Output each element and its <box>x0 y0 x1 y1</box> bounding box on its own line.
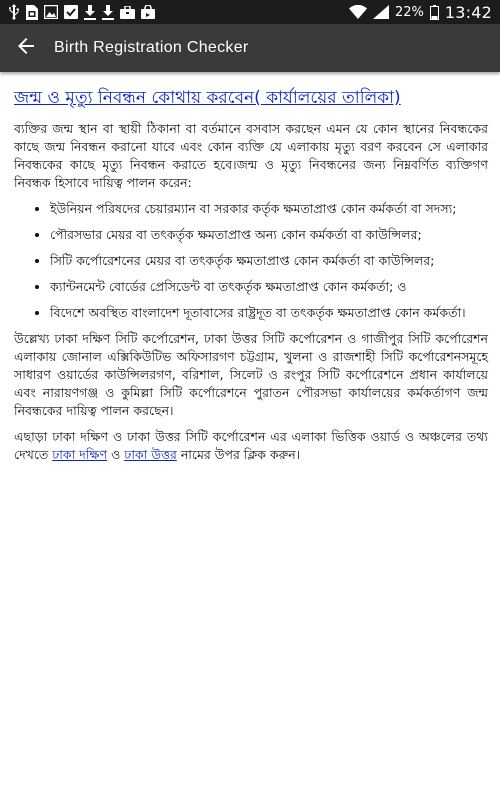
back-button[interactable] <box>2 24 50 72</box>
status-bar <box>0 0 500 24</box>
list-item: • পৌরসভার মেয়র বা তৎকর্তৃক ক্ষমতাপ্রাপ্ত অন্য কোন কর্মকর্তা বা কাউন্সিলর; <box>50 226 488 244</box>
notification-icons <box>8 4 155 20</box>
dhaka-south-link[interactable]: ঢাকা দক্ষিণ <box>52 447 108 462</box>
page-heading: জন্ম ও মৃত্যু নিবন্ধন কোথায় করবেন( কার্যালয়ের তালিকা) <box>14 88 401 108</box>
links-suffix: নামের উপর ক্লিক করুন। <box>176 447 301 462</box>
battery-icon <box>430 5 439 20</box>
image-icon <box>44 5 58 19</box>
list-item: • ইউনিয়ন পরিষদের চেয়ারম্যান বা সরকার কর্তৃক ক্ষমতাপ্রাপ্ত কোন কর্মকর্তা বা সদস্য; <box>50 200 488 218</box>
clock: 13:42 <box>444 2 492 22</box>
registrar-list <box>14 200 488 322</box>
app-title: Birth Registration Checker <box>54 39 249 56</box>
links-prefix: এছাড়া ঢাকা দক্ষিণ ও ঢাকা উত্তর সিটি কর্পোরেশন এর এলাকা ভিত্তিক ওয়ার্ড ও অঞ্চলের তথ্য দেখতে <box>14 429 488 462</box>
note-paragraph: উল্লেখ্য ঢাকা দক্ষিণ সিটি কর্পোরেশন, ঢাকা উত্তর সিটি কর্পোরেশন ও গাজীপুর সিটি কর্পোরেশন এলাকায় জোনাল এক্সিকিউটিভ অফিসারগণ চট্টগ্রাম, খুলনা ও রাজশাহী সিটি কর্পোরেশনসমূহে সাধারণ ওয়ার্ডের কাউন্সিলরগণ, বরিশাল, সিলেট ও রংপুর সিটি কর্পোরেশনে প্রধান কার্যালয়ে এবং নারায়ণগঞ্জ ও কুমিল্লা সিটি কর্পোরেশনে পুরাতন পৌরসভা কার্যালয়ের কর্মকর্তাগণ জন্ম নিবন্ধকের দায়িত্ব পালন করছেন। <box>14 331 488 418</box>
briefcase-icon <box>120 6 135 19</box>
app-bar <box>0 24 500 72</box>
arrow-back-icon <box>18 38 34 58</box>
list-item: • সিটি কর্পোরেশনের মেয়র বা তৎকর্তৃক ক্ষমতাপ্রাপ্ত কোন কর্মকর্তা বা কাউন্সিলর; <box>50 252 488 270</box>
intro-paragraph: ব্যক্তির জন্ম স্থান বা স্থায়ী ঠিকানা বা বর্তমানে বসবাস করছেন এমন যে কোন স্থানের নিবন্ধকের কাছে জন্ম নিবন্ধন করানো যাবে এবং কোন ব্যক্তি যে এলাকায় মৃত্যু বরণ করবেন সে এলাকার নিবন্ধকের কাছে মৃত্যু নিবন্ধন করাতে হবে।জন্ম ও মৃত্যু নিবন্ধনের জন্য নিম্নবর্ণিত ব্যক্তিগণ নিবন্ধক হিসাবে দায়িত্ব পালন করেন: <box>14 121 488 190</box>
download-icon <box>84 5 96 20</box>
download-icon <box>102 5 114 20</box>
shopping-bag-icon <box>141 5 155 19</box>
wifi-icon <box>349 5 367 19</box>
battery-percentage: 22% <box>394 4 424 20</box>
dhaka-north-link[interactable]: ঢাকা উত্তর <box>124 447 177 462</box>
content-area <box>0 80 500 472</box>
signal-icon <box>373 5 389 19</box>
list-item: • ক্যান্টনমেন্ট বোর্ডের প্রেসিডেন্ট বা তৎকর্তৃক ক্ষমতাপ্রাপ্ত কোন কর্মকর্তা; ও <box>50 278 488 296</box>
check-icon <box>64 5 78 19</box>
usb-icon <box>8 4 20 20</box>
system-status <box>349 3 492 22</box>
links-paragraph <box>14 428 488 464</box>
sim-icon <box>26 5 38 20</box>
list-item: • বিদেশে অবস্থিত বাংলাদেশ দূতাবাসের রাষ্ট্রদূত বা তৎকর্তৃক ক্ষমতাপ্রাপ্ত কোন কর্মকর্তা। <box>50 304 488 322</box>
links-middle: ও <box>107 447 125 462</box>
